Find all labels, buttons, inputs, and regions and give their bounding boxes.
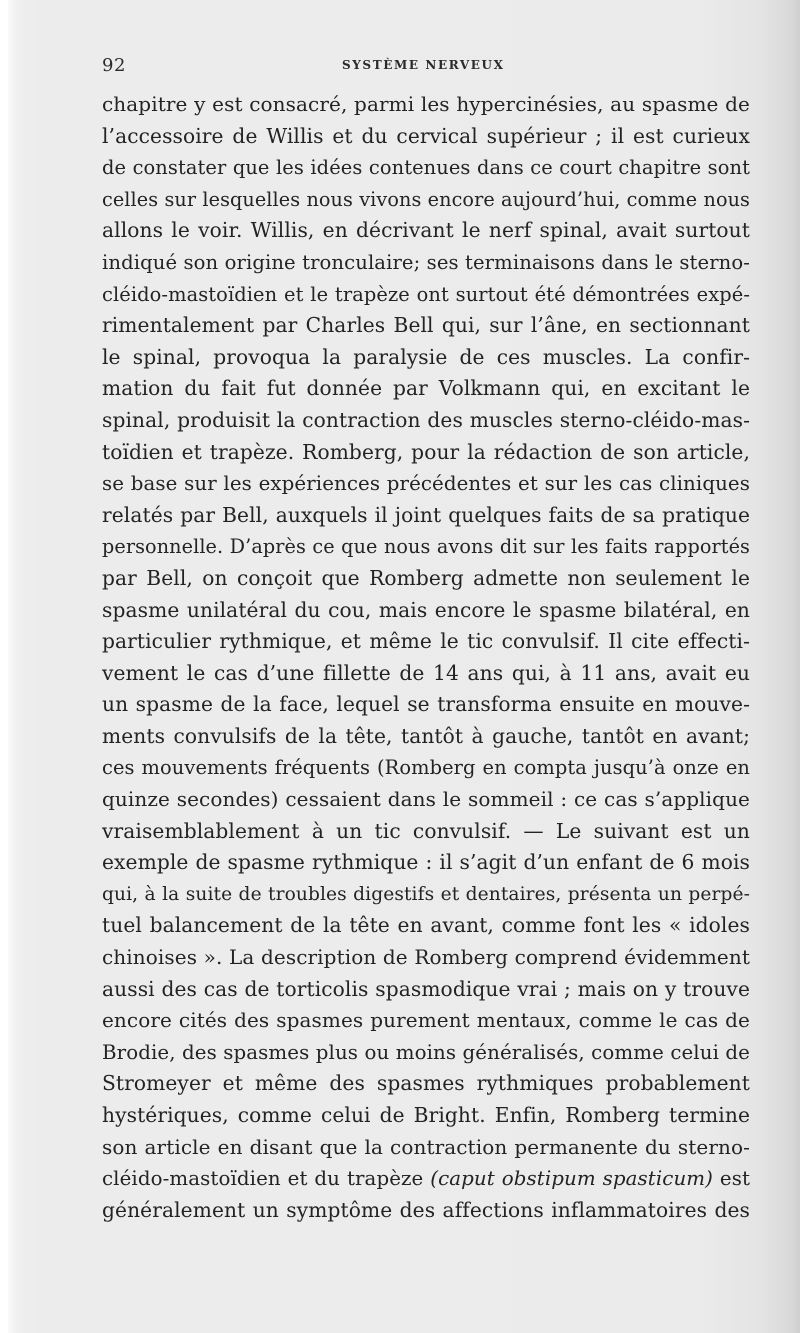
text-line: généralement un symptôme des affections inflammatoires des: [102, 1197, 750, 1222]
text-line: cléido-mastoïdien et le trapèze ont surtout été démontrées expé-: [102, 282, 750, 306]
page-header: [102, 55, 752, 81]
text-line: vement le cas d’une fillette de 14 ans qui, à 11 ans, avait eu: [102, 660, 750, 685]
text-line: Brodie, des spasmes plus ou moins généralisés, comme celui de: [102, 1040, 750, 1064]
text-line: spinal, produisit la contraction des muscles sterno-cléido-mas-: [102, 407, 750, 432]
text-line: par Bell, on conçoit que Romberg admette non seulement le: [102, 565, 750, 590]
text-line: encore cités des spasmes purement mentaux, comme le cas de: [102, 1008, 750, 1033]
text-line: personnelle. D’après ce que nous avons dit sur les faits rapportés: [102, 535, 750, 559]
text-line: un spasme de la face, lequel se transforma ensuite en mouve-: [102, 692, 750, 717]
text-line: mation du fait fut donnée par Volkmann qui, en excitant le: [102, 376, 750, 401]
text-line: chinoises ». La description de Romberg comprend évidemment: [102, 945, 750, 970]
text-line: spasme unilatéral du cou, mais encore le spasme bilatéral, en: [102, 597, 750, 622]
text-line: ces mouvements fréquents (Romberg en compta jusqu’à onze en: [102, 756, 750, 780]
text-line: se base sur les expériences précédentes et sur les cas cliniques: [102, 472, 750, 496]
text-line: toïdien et trapèze. Romberg, pour la rédaction de son article,: [102, 439, 750, 464]
text-line: de constater que les idées contenues dans ce court chapitre sont: [102, 156, 750, 180]
text-line: son article en disant que la contraction permanente du sterno-: [102, 1134, 750, 1159]
text-line: quinze secondes) cessaient dans le sommeil : ce cas s’applique: [102, 787, 750, 812]
running-head: SYSTÈME NERVEUX: [342, 58, 505, 72]
text-line: vraisemblablement à un tic convulsif. — Le suivant est un: [102, 818, 750, 843]
text-line: le spinal, provoqua la paralysie de ces muscles. La confir-: [102, 344, 750, 369]
text-line: allons le voir. Willis, en décrivant le nerf spinal, avait surtout: [102, 218, 750, 243]
text-line-with-italic: [102, 1163, 750, 1195]
text-line: aussi des cas de torticolis spasmodique vrai ; mais on y trouve: [102, 976, 750, 1001]
text-line: particulier rythmique, et même le tic convulsif. Il cite effecti-: [102, 629, 750, 654]
text-line: relatés par Bell, auxquels il joint quelques faits de sa pratique: [102, 502, 750, 527]
text-line: tuel balancement de la tête en avant, comme font les « idoles: [102, 913, 750, 938]
text-line: l’accessoire de Willis et du cervical supérieur ; il est curieux: [102, 123, 750, 148]
text-line: ments convulsifs de la tête, tantôt à gauche, tantôt en avant;: [102, 723, 750, 748]
body-text: [102, 89, 750, 1226]
italic-latin-term: (caput obstipum spasticum): [430, 1167, 713, 1191]
text-line: qui, à la suite de troubles digestifs et dentaires, présenta un perpé-: [102, 883, 750, 905]
text-line: exemple de spasme rythmique : il s’agit d’un enfant de 6 mois: [102, 850, 750, 875]
text-line: chapitre y est consacré, parmi les hypercinésies, au spasme de: [102, 92, 750, 116]
text-line: indiqué son origine tronculaire; ses terminaisons dans le sterno-: [102, 250, 750, 274]
text-line: celles sur lesquelles nous vivons encore aujourd’hui, comme nous: [102, 187, 750, 211]
text-segment: cléido-mastoïdien et du trapèze: [102, 1167, 431, 1191]
page-number: 92: [102, 55, 126, 76]
page-left-margin: [0, 0, 8, 1333]
text-segment: est: [712, 1167, 751, 1191]
text-line: hystériques, comme celui de Bright. Enfin, Romberg termine: [102, 1103, 750, 1127]
text-line: Stromeyer et même des spasmes rythmiques probablement: [102, 1071, 750, 1096]
text-line: rimentalement par Charles Bell qui, sur l’âne, en sectionnant: [102, 313, 750, 338]
